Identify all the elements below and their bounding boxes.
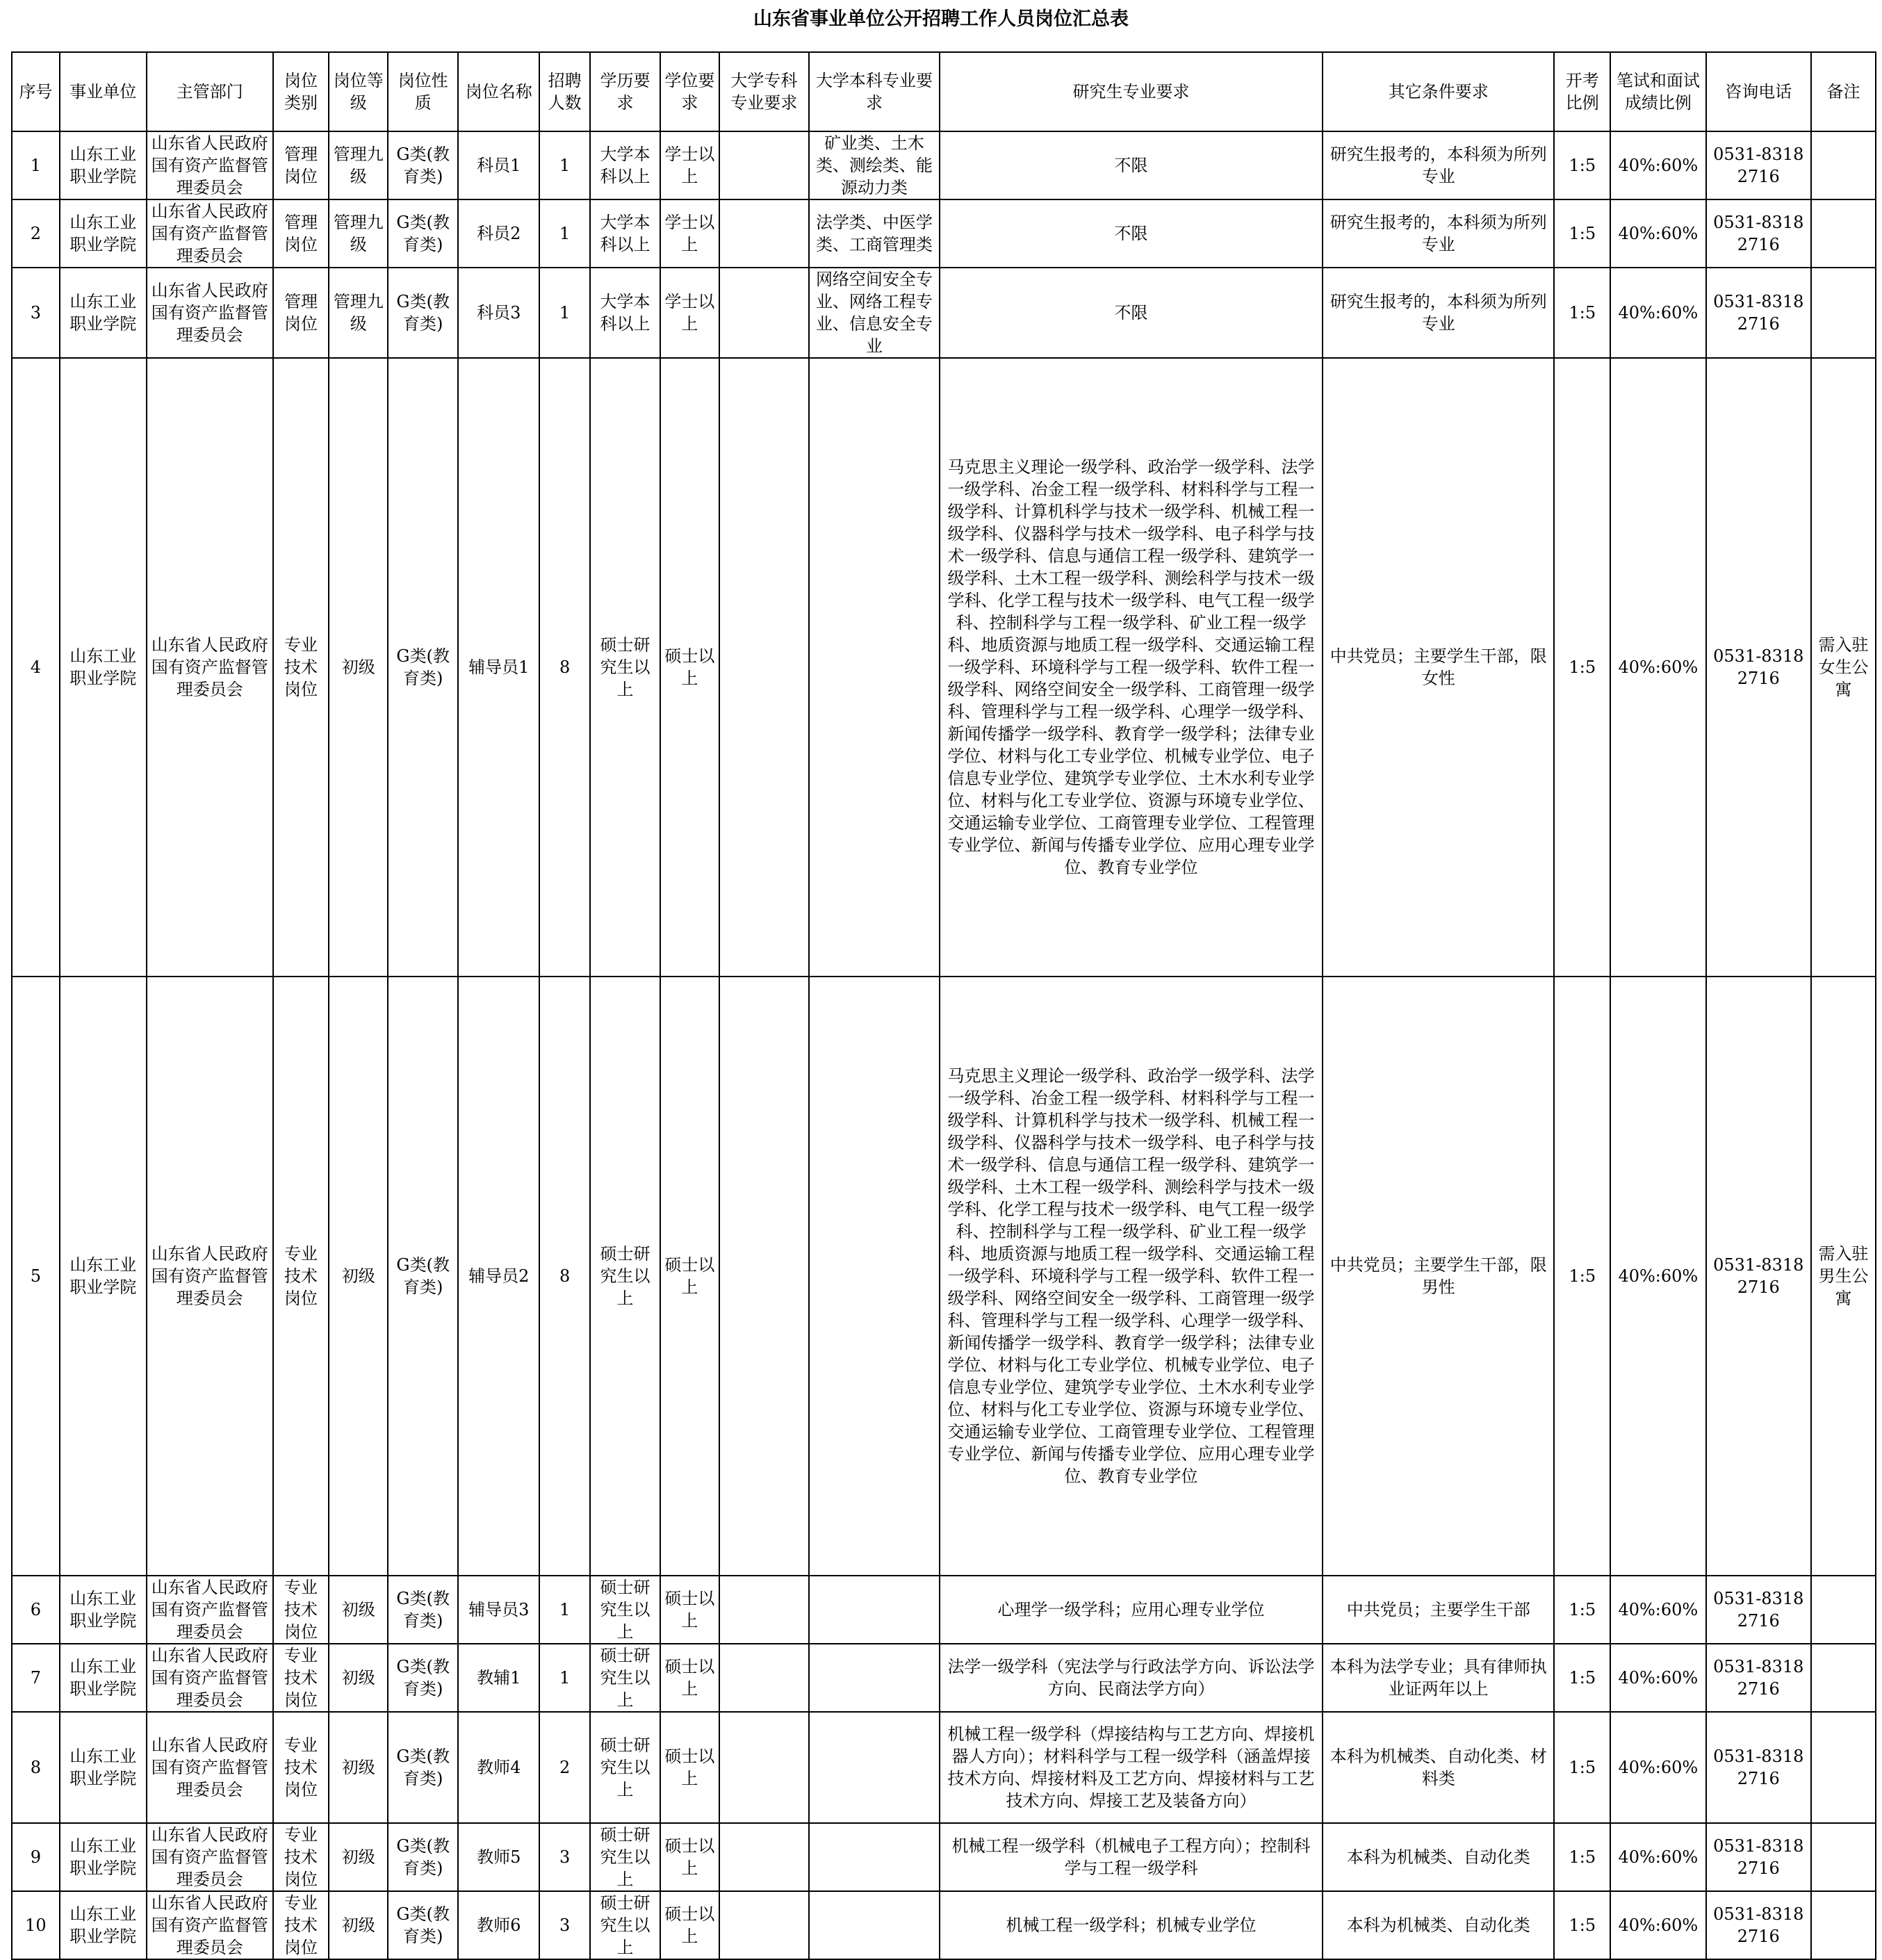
table-cell: 硕士研究生以上 <box>590 358 660 977</box>
table-cell: 硕士研究生以上 <box>590 1823 660 1891</box>
table-cell: 中共党员；主要学生干部，限男性 <box>1323 977 1554 1576</box>
table-cell: 矿业类、土木类、测绘类、能源动力类 <box>809 131 940 199</box>
table-cell <box>719 1644 809 1712</box>
table-cell: 硕士以上 <box>660 1712 719 1823</box>
table-cell: 心理学一级学科；应用心理专业学位 <box>940 1576 1323 1644</box>
table-row <box>12 131 1876 199</box>
table-cell <box>719 1712 809 1823</box>
table-cell: 山东工业职业学院 <box>60 199 147 268</box>
table-cell: G类(教育类) <box>388 199 458 268</box>
table-cell <box>1811 268 1876 358</box>
table-cell: 0531-83182716 <box>1706 1891 1811 1959</box>
table-cell: 机械工程一级学科（焊接结构与工艺方向、焊接机器人方向）；材料科学与工程一级学科（涵盖焊接技术方向、焊接材料及工艺方向、焊接材料与工艺技术方向、焊接工艺及装备方向） <box>940 1712 1323 1823</box>
table-cell: 0531-83182716 <box>1706 358 1811 977</box>
table-cell: 专业技术岗位 <box>273 1644 329 1712</box>
table-cell: 1:5 <box>1554 268 1610 358</box>
table-cell: 40%:60% <box>1610 199 1705 268</box>
table-cell <box>809 977 940 1576</box>
table-cell: 硕士以上 <box>660 1576 719 1644</box>
table-cell: 大学本科以上 <box>590 131 660 199</box>
table-cell: 40%:60% <box>1610 1576 1705 1644</box>
column-header: 招聘人数 <box>539 52 590 131</box>
table-cell: 管理岗位 <box>273 268 329 358</box>
table-cell: G类(教育类) <box>388 268 458 358</box>
table-cell: 本科为机械类、自动化类 <box>1323 1891 1554 1959</box>
table-row <box>12 358 1876 977</box>
table-cell: 2 <box>12 199 60 268</box>
table-cell: G类(教育类) <box>388 1644 458 1712</box>
table-cell <box>719 1823 809 1891</box>
column-header: 大学专科专业要求 <box>719 52 809 131</box>
table-cell: G类(教育类) <box>388 1712 458 1823</box>
table-cell: 8 <box>12 1712 60 1823</box>
table-cell: 7 <box>12 1644 60 1712</box>
column-header: 岗位性质 <box>388 52 458 131</box>
column-header: 笔试和面试成绩比例 <box>1610 52 1705 131</box>
page-title: 山东省事业单位公开招聘工作人员岗位汇总表 <box>753 8 1129 30</box>
table-cell: 1:5 <box>1554 131 1610 199</box>
table-cell: 0531-83182716 <box>1706 199 1811 268</box>
column-header: 备注 <box>1811 52 1876 131</box>
table-cell: 初级 <box>329 1712 388 1823</box>
table-cell: 3 <box>539 1891 590 1959</box>
table-cell: 机械工程一级学科（机械电子工程方向）；控制科学与工程一级学科 <box>940 1823 1323 1891</box>
table-cell: 0531-83182716 <box>1706 131 1811 199</box>
table-cell: 山东工业职业学院 <box>60 1823 147 1891</box>
table-cell: 机械工程一级学科；机械专业学位 <box>940 1891 1323 1959</box>
table-cell: 本科为法学专业；具有律师执业证两年以上 <box>1323 1644 1554 1712</box>
table-cell: 1:5 <box>1554 358 1610 977</box>
table-cell: 初级 <box>329 977 388 1576</box>
table-cell: 9 <box>12 1823 60 1891</box>
column-header: 研究生专业要求 <box>940 52 1323 131</box>
table-cell: 辅导员3 <box>458 1576 539 1644</box>
table-cell: 初级 <box>329 1823 388 1891</box>
table-cell: 学士以上 <box>660 199 719 268</box>
table-cell: 8 <box>539 358 590 977</box>
table-cell: 10 <box>12 1891 60 1959</box>
table-cell <box>719 131 809 199</box>
table-cell: 辅导员2 <box>458 977 539 1576</box>
table-cell: 初级 <box>329 1576 388 1644</box>
column-header: 事业单位 <box>60 52 147 131</box>
table-cell: 山东工业职业学院 <box>60 977 147 1576</box>
table-cell: 1 <box>539 131 590 199</box>
table-cell: 40%:60% <box>1610 358 1705 977</box>
table-cell: 40%:60% <box>1610 268 1705 358</box>
table-cell: 5 <box>12 977 60 1576</box>
table-row <box>12 1712 1876 1823</box>
table-cell <box>1811 131 1876 199</box>
table-cell <box>719 268 809 358</box>
table-cell: 专业技术岗位 <box>273 1712 329 1823</box>
table-cell: 山东省人民政府国有资产监督管理委员会 <box>147 1644 273 1712</box>
table-row <box>12 268 1876 358</box>
table-cell <box>1811 1644 1876 1712</box>
table-cell: 初级 <box>329 1644 388 1712</box>
table-cell <box>809 1823 940 1891</box>
table-cell: 2 <box>539 1712 590 1823</box>
table-cell: 40%:60% <box>1610 1891 1705 1959</box>
table-cell <box>719 199 809 268</box>
table-cell: 0531-83182716 <box>1706 268 1811 358</box>
table-cell: 学士以上 <box>660 131 719 199</box>
table-cell: 网络空间安全专业、网络工程专业、信息安全专业 <box>809 268 940 358</box>
table-cell: 管理岗位 <box>273 131 329 199</box>
table-cell: 硕士以上 <box>660 977 719 1576</box>
table-cell: 硕士以上 <box>660 1644 719 1712</box>
table-cell: 法学一级学科（宪法学与行政法学方向、诉讼法学方向、民商法学方向） <box>940 1644 1323 1712</box>
table-cell: 0531-83182716 <box>1706 977 1811 1576</box>
table-cell: 不限 <box>940 268 1323 358</box>
table-cell: G类(教育类) <box>388 1823 458 1891</box>
table-cell: 3 <box>12 268 60 358</box>
table-cell: G类(教育类) <box>388 977 458 1576</box>
table-cell: 硕士研究生以上 <box>590 977 660 1576</box>
table-cell: 山东工业职业学院 <box>60 1712 147 1823</box>
column-header: 岗位名称 <box>458 52 539 131</box>
table-cell: 教辅1 <box>458 1644 539 1712</box>
table-cell <box>719 358 809 977</box>
table-cell: 硕士以上 <box>660 358 719 977</box>
table-cell: 山东工业职业学院 <box>60 1891 147 1959</box>
table-cell: 1 <box>539 1576 590 1644</box>
column-header: 大学本科专业要求 <box>809 52 940 131</box>
column-header: 岗位等级 <box>329 52 388 131</box>
table-cell: 马克思主义理论一级学科、政治学一级学科、法学一级学科、冶金工程一级学科、材料科学与工程一级学科、计算机科学与技术一级学科、机械工程一级学科、仪器科学与技术一级学科、电子科学与技术一级学科、信息与通信工程一级学科、建筑学一级学科、土木工程一级学科、测绘科学与技术一级学科、化学工程与技术一级学科、电气工程一级学科、控制科学与工程一级学科、矿业工程一级学科、地质资源与地质工程一级学科、交通运输工程一级学科、环境科学与工程一级学科、软件工程一级学科、网络空间安全一级学科、工商管理一级学科、管理科学与工程一级学科、心理学一级学科、新闻传播学一级学科、教育学一级学科；法律专业学位、材料与化工专业学位、机械专业学位、电子信息专业学位、建筑学专业学位、土木水利专业学位、材料与化工专业学位、资源与环境专业学位、交通运输专业学位、工商管理专业学位、工程管理专业学位、新闻与传播专业学位、应用心理专业学位、教育专业学位 <box>940 358 1323 977</box>
table-cell: 专业技术岗位 <box>273 1891 329 1959</box>
table-cell: 硕士研究生以上 <box>590 1712 660 1823</box>
column-header: 其它条件要求 <box>1323 52 1554 131</box>
table-row <box>12 977 1876 1576</box>
table-cell: 专业技术岗位 <box>273 1823 329 1891</box>
table-cell: 科员2 <box>458 199 539 268</box>
table-cell: 大学本科以上 <box>590 268 660 358</box>
table-cell: 1 <box>12 131 60 199</box>
table-cell: 管理九级 <box>329 131 388 199</box>
table-cell: 硕士研究生以上 <box>590 1576 660 1644</box>
table-cell: G类(教育类) <box>388 1576 458 1644</box>
table-cell: G类(教育类) <box>388 1891 458 1959</box>
table-cell: 山东工业职业学院 <box>60 1644 147 1712</box>
table-row <box>12 199 1876 268</box>
table-cell <box>809 358 940 977</box>
table-cell: 专业技术岗位 <box>273 977 329 1576</box>
table-cell <box>719 977 809 1576</box>
column-header: 岗位类别 <box>273 52 329 131</box>
table-cell: 40%:60% <box>1610 1712 1705 1823</box>
table-cell: 0531-83182716 <box>1706 1712 1811 1823</box>
table-row <box>12 1823 1876 1891</box>
column-header: 主管部门 <box>147 52 273 131</box>
table-cell: G类(教育类) <box>388 358 458 977</box>
table-cell: 中共党员；主要学生干部，限女性 <box>1323 358 1554 977</box>
table-cell: 学士以上 <box>660 268 719 358</box>
table-cell: 研究生报考的，本科须为所列专业 <box>1323 199 1554 268</box>
table-cell: 山东省人民政府国有资产监督管理委员会 <box>147 977 273 1576</box>
job-table <box>11 51 1876 1960</box>
table-cell: 40%:60% <box>1610 131 1705 199</box>
table-cell <box>809 1712 940 1823</box>
table-cell: 需入驻男生公寓 <box>1811 977 1876 1576</box>
table-cell: 0531-83182716 <box>1706 1823 1811 1891</box>
table-row <box>12 1576 1876 1644</box>
table-cell <box>719 1576 809 1644</box>
table-cell <box>809 1576 940 1644</box>
table-cell: 山东省人民政府国有资产监督管理委员会 <box>147 1891 273 1959</box>
table-cell: 研究生报考的，本科须为所列专业 <box>1323 268 1554 358</box>
table-cell: 初级 <box>329 1891 388 1959</box>
table-row <box>12 1644 1876 1712</box>
table-cell: 山东省人民政府国有资产监督管理委员会 <box>147 358 273 977</box>
table-cell: 马克思主义理论一级学科、政治学一级学科、法学一级学科、冶金工程一级学科、材料科学与工程一级学科、计算机科学与技术一级学科、机械工程一级学科、仪器科学与技术一级学科、电子科学与技术一级学科、信息与通信工程一级学科、建筑学一级学科、土木工程一级学科、测绘科学与技术一级学科、化学工程与技术一级学科、电气工程一级学科、控制科学与工程一级学科、矿业工程一级学科、地质资源与地质工程一级学科、交通运输工程一级学科、环境科学与工程一级学科、软件工程一级学科、网络空间安全一级学科、工商管理一级学科、管理科学与工程一级学科、心理学一级学科、新闻传播学一级学科、教育学一级学科；法律专业学位、材料与化工专业学位、机械专业学位、电子信息专业学位、建筑学专业学位、土木水利专业学位、材料与化工专业学位、资源与环境专业学位、交通运输专业学位、工商管理专业学位、工程管理专业学位、新闻与传播专业学位、应用心理专业学位、教育专业学位 <box>940 977 1323 1576</box>
table-cell: 山东工业职业学院 <box>60 358 147 977</box>
column-header: 学位要求 <box>660 52 719 131</box>
table-cell: 山东省人民政府国有资产监督管理委员会 <box>147 268 273 358</box>
table-cell: 3 <box>539 1823 590 1891</box>
table-cell: 40%:60% <box>1610 1644 1705 1712</box>
table-cell <box>1811 1823 1876 1891</box>
table-cell: 1 <box>539 199 590 268</box>
table-cell: 硕士研究生以上 <box>590 1891 660 1959</box>
table-cell: 管理岗位 <box>273 199 329 268</box>
table-cell: 山东工业职业学院 <box>60 131 147 199</box>
column-header: 序号 <box>12 52 60 131</box>
table-cell: 管理九级 <box>329 199 388 268</box>
table-cell: 初级 <box>329 358 388 977</box>
table-cell <box>719 1891 809 1959</box>
table-cell: 1 <box>539 1644 590 1712</box>
table-cell: 1:5 <box>1554 199 1610 268</box>
table-cell: 硕士以上 <box>660 1823 719 1891</box>
table-cell: 专业技术岗位 <box>273 1576 329 1644</box>
table-cell: 专业技术岗位 <box>273 358 329 977</box>
table-cell: 中共党员；主要学生干部 <box>1323 1576 1554 1644</box>
table-cell: 8 <box>539 977 590 1576</box>
table-cell: 1:5 <box>1554 1712 1610 1823</box>
table-cell: 山东省人民政府国有资产监督管理委员会 <box>147 1712 273 1823</box>
table-cell: 山东省人民政府国有资产监督管理委员会 <box>147 1576 273 1644</box>
table-cell: 1:5 <box>1554 1644 1610 1712</box>
table-cell: 硕士研究生以上 <box>590 1644 660 1712</box>
column-header: 开考比例 <box>1554 52 1610 131</box>
table-cell: 0531-83182716 <box>1706 1576 1811 1644</box>
table-cell: 1:5 <box>1554 1576 1610 1644</box>
table-cell: 1 <box>539 268 590 358</box>
table-cell: 管理九级 <box>329 268 388 358</box>
table-cell: 山东工业职业学院 <box>60 268 147 358</box>
table-cell: 40%:60% <box>1610 1823 1705 1891</box>
table-cell <box>809 1891 940 1959</box>
table-cell: 山东省人民政府国有资产监督管理委员会 <box>147 131 273 199</box>
table-cell: 硕士以上 <box>660 1891 719 1959</box>
table-cell: 1:5 <box>1554 977 1610 1576</box>
table-cell: 需入驻女生公寓 <box>1811 358 1876 977</box>
table-cell: 1:5 <box>1554 1823 1610 1891</box>
table-cell <box>1811 1712 1876 1823</box>
table-cell: 教师5 <box>458 1823 539 1891</box>
table-cell: 山东工业职业学院 <box>60 1576 147 1644</box>
table-cell: 科员1 <box>458 131 539 199</box>
table-cell <box>809 1644 940 1712</box>
table-cell: 教师4 <box>458 1712 539 1823</box>
table-cell: 辅导员1 <box>458 358 539 977</box>
table-header-row <box>12 52 1876 131</box>
table-cell: 4 <box>12 358 60 977</box>
table-cell: 不限 <box>940 131 1323 199</box>
table-cell: 山东省人民政府国有资产监督管理委员会 <box>147 1823 273 1891</box>
table-cell: 40%:60% <box>1610 977 1705 1576</box>
table-cell: 大学本科以上 <box>590 199 660 268</box>
table-cell <box>1811 199 1876 268</box>
table-cell: 教师6 <box>458 1891 539 1959</box>
table-cell: 山东省人民政府国有资产监督管理委员会 <box>147 199 273 268</box>
table-cell: 0531-83182716 <box>1706 1644 1811 1712</box>
table-cell: 本科为机械类、自动化类、材料类 <box>1323 1712 1554 1823</box>
table-cell: 不限 <box>940 199 1323 268</box>
column-header: 咨询电话 <box>1706 52 1811 131</box>
table-cell: 本科为机械类、自动化类 <box>1323 1823 1554 1891</box>
table-cell: 研究生报考的，本科须为所列专业 <box>1323 131 1554 199</box>
column-header: 学历要求 <box>590 52 660 131</box>
table-cell: 1:5 <box>1554 1891 1610 1959</box>
table-cell: 6 <box>12 1576 60 1644</box>
table-cell: G类(教育类) <box>388 131 458 199</box>
table-cell: 科员3 <box>458 268 539 358</box>
table-cell <box>1811 1576 1876 1644</box>
table-cell: 法学类、中医学类、工商管理类 <box>809 199 940 268</box>
table-row <box>12 1891 1876 1959</box>
table-cell <box>1811 1891 1876 1959</box>
